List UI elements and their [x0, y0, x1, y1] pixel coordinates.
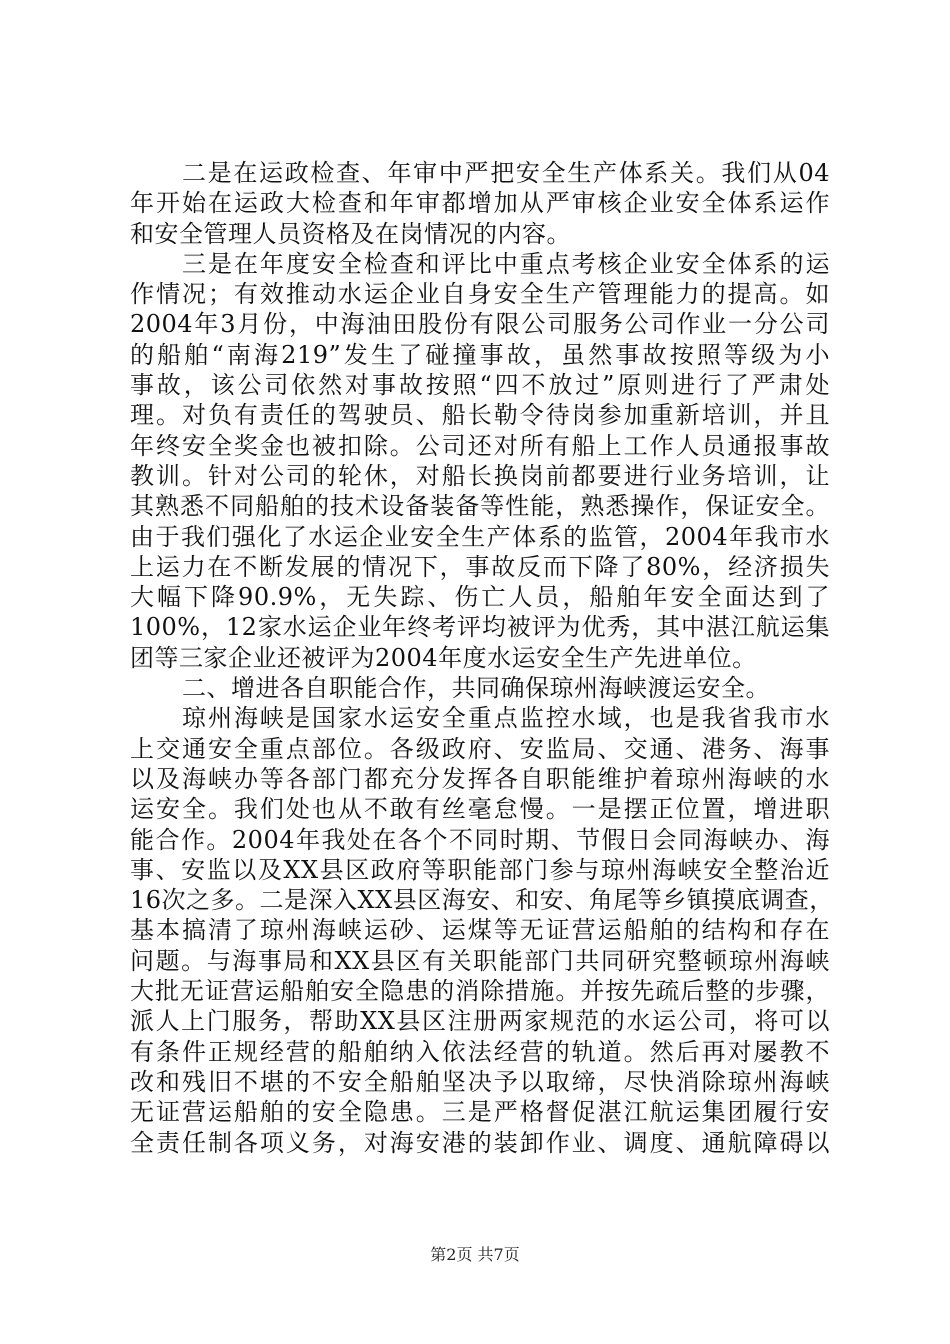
text-line: 改和残旧不堪的不安全船舶坚决予以取缔，尽快消除琼州海峡 — [130, 1067, 830, 1096]
text-line: 派人上门服务，帮助XX县区注册两家规范的水运公司，将可以 — [130, 1007, 830, 1036]
text-line: 三是在年度安全检查和评比中重点考核企业安全体系的运 — [182, 249, 830, 278]
text-line: 上运力在不断发展的情况下，事故反而下降了80%，经济损失 — [130, 552, 830, 581]
text-line: 大幅下降90.9%，无失踪、伤亡人员，船舶年安全面达到了 — [130, 583, 830, 612]
text-line: 和安全管理人员资格及在岗情况的内容。 — [130, 219, 571, 248]
text-line: 能合作。2004年我处在各个不同时期、节假日会同海峡办、海 — [130, 825, 830, 854]
text-line: 上交通安全重点部位。各级政府、安监局、交通、港务、海事 — [130, 734, 830, 763]
document-body — [130, 158, 834, 1158]
text-line: 教训。针对公司的轮休，对船长换岗前都要进行业务培训，让 — [130, 461, 830, 490]
text-line: 基本搞清了琼州海峡运砂、运煤等无证营运船舶的结构和存在 — [130, 916, 830, 945]
text-line: 琼州海峡是国家水运安全重点监控水域，也是我省我市水 — [182, 704, 830, 733]
page-footer: 第2页 共7页 — [430, 1245, 520, 1264]
text-line: 运安全。我们处也从不敢有丝毫怠慢。一是摆正位置，增进职 — [130, 795, 830, 824]
text-line: 其熟悉不同船舶的技术设备装备等性能，熟悉操作，保证安全。 — [130, 492, 830, 521]
text-line: 由于我们强化了水运企业安全生产体系的监管，2004年我市水 — [130, 522, 830, 551]
text-line: 年开始在运政大检查和年审都增加从严审核企业安全体系运作 — [130, 189, 830, 218]
text-line: 全责任制各项义务，对海安港的装卸作业、调度、通航障碍以 — [130, 1128, 830, 1157]
text-line: 有条件正规经营的船舶纳入依法经营的轨道。然后再对屡教不 — [130, 1037, 830, 1066]
text-line: 作情况；有效推动水运企业自身安全生产管理能力的提高。如 — [130, 280, 830, 309]
text-line: 事故，该公司依然对事故按照“四不放过”原则进行了严肃处 — [130, 371, 830, 400]
text-line: 2004年3月份，中海油田股份有限公司服务公司作业一分公司 — [130, 310, 830, 339]
text-line: 大批无证营运船舶安全隐患的消除措施。并按先疏后整的步骤， — [130, 977, 830, 1006]
text-line: 100%，12家水运企业年终考评均被评为优秀，其中湛江航运集 — [130, 613, 830, 642]
text-line: 无证营运船舶的安全隐患。三是严格督促湛江航运集团履行安 — [130, 1098, 830, 1127]
text-line: 以及海峡办等各部门都充分发挥各自职能维护着琼州海峡的水 — [130, 764, 830, 793]
text-line: 二、增进各自职能合作，共同确保琼州海峡渡运安全。 — [182, 674, 770, 703]
text-line: 二是在运政检查、年审中严把安全生产体系关。我们从04 — [182, 159, 830, 187]
text-line: 团等三家企业还被评为2004年度水运安全生产先进单位。 — [130, 643, 757, 672]
text-line: 问题。与海事局和XX县区有关职能部门共同研究整顿琼州海峡 — [130, 946, 830, 975]
text-line: 年终安全奖金也被扣除。公司还对所有船上工作人员通报事故 — [130, 431, 830, 460]
text-line: 事、安监以及XX县区政府等职能部门参与琼州海峡安全整治近 — [130, 855, 830, 884]
text-line: 理。对负有责任的驾驶员、船长勒令待岗参加重新培训，并且 — [130, 401, 830, 430]
text-line: 的船舶“南海219”发生了碰撞事故，虽然事故按照等级为小 — [130, 340, 830, 369]
text-line: 16次之多。二是深入XX县区海安、和安、角尾等乡镇摸底调查， — [130, 886, 834, 915]
